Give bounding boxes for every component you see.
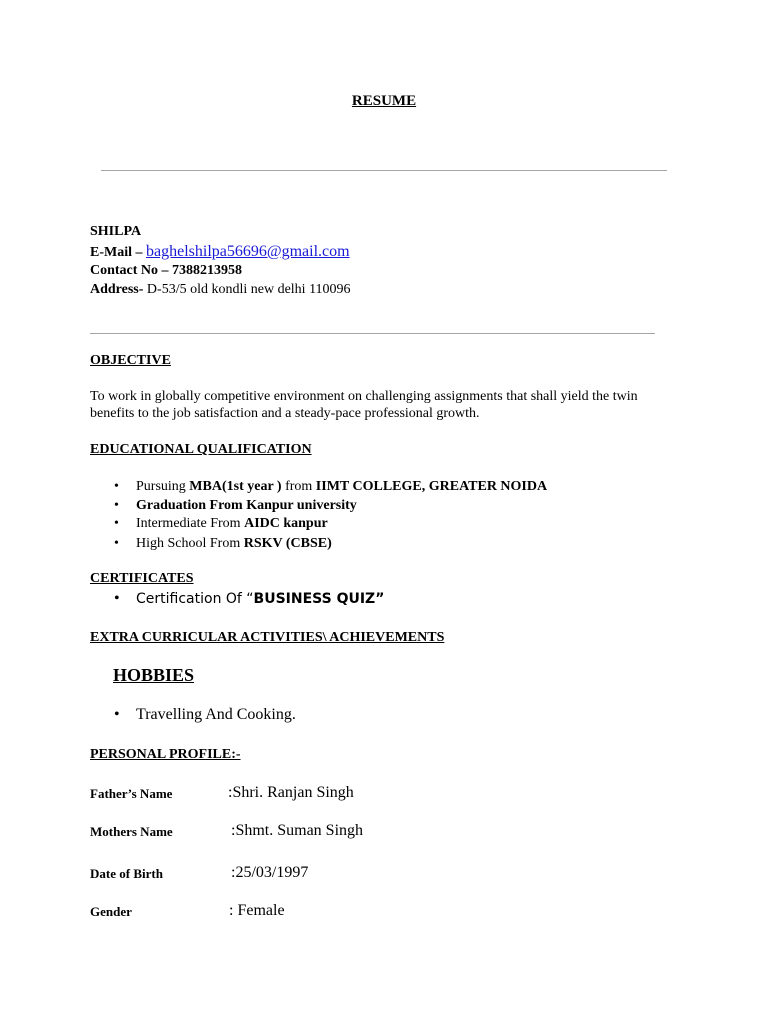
- mother-name-value: :Shmt. Suman Singh: [231, 822, 364, 839]
- father-name-label: Father’s Name: [90, 786, 173, 801]
- education-text: Pursuing: [136, 479, 190, 494]
- certificate-text: Certification Of “: [136, 591, 254, 607]
- certificate-title: BUSINESS QUIZ”: [253, 591, 385, 607]
- bullet: •: [114, 479, 119, 494]
- resume-title: RESUME: [351, 93, 417, 109]
- education-text: High School From: [136, 536, 244, 551]
- certificates-heading: CERTIFICATES: [90, 571, 194, 586]
- contact-divider: [90, 333, 655, 334]
- education-degree: MBA(1st year ): [189, 479, 282, 494]
- gender-value: : Female: [229, 902, 285, 919]
- education-institution: IIMT COLLEGE, GREATER NOIDA: [315, 479, 548, 494]
- email-line: [90, 243, 350, 261]
- objective-heading: OBJECTIVE: [90, 353, 171, 368]
- father-name-value: :Shri. Ranjan Singh: [228, 784, 354, 801]
- dob-value: :25/03/1997: [231, 864, 309, 881]
- contact-number: Contact No – 7388213958: [90, 263, 243, 278]
- education-heading: EDUCATIONAL QUALIFICATION: [90, 442, 312, 457]
- bullet: •: [114, 516, 119, 531]
- bullet: •: [114, 498, 119, 513]
- hobby-text: Travelling And Cooking.: [136, 706, 296, 723]
- address-value: D-53/5 old kondli new delhi 110096: [146, 282, 351, 297]
- education-institution: AIDC kanpur: [244, 516, 328, 531]
- dob-label: Date of Birth: [90, 866, 163, 881]
- address-label: Address-: [90, 282, 144, 297]
- education-text: Intermediate From: [136, 516, 245, 531]
- gender-label: Gender: [90, 904, 132, 919]
- bullet: •: [114, 536, 119, 551]
- objective-text: To work in globally competitive environment on challenging assignments that shall yield the twin benefits to the job satisfaction and a steady-pace professional growth.: [90, 389, 638, 421]
- candidate-name: SHILPA: [90, 224, 142, 239]
- education-institution: RSKV (CBSE): [243, 536, 332, 551]
- extra-curricular-heading: EXTRA CURRICULAR ACTIVITIES\ ACHIEVEMENTS: [90, 630, 445, 645]
- education-text: from: [281, 479, 316, 494]
- bullet: •: [114, 706, 120, 723]
- address-line: [90, 282, 351, 298]
- mother-name-label: Mothers Name: [90, 824, 173, 839]
- education-degree: Graduation From Kanpur university: [136, 498, 357, 513]
- email-label: E-Mail –: [90, 245, 143, 260]
- email-link[interactable]: baghelshilpa56696@gmail.com: [146, 243, 350, 260]
- top-divider: [101, 170, 667, 171]
- hobbies-heading: HOBBIES: [113, 665, 195, 685]
- personal-profile-heading: PERSONAL PROFILE:-: [90, 747, 241, 762]
- bullet: •: [114, 590, 120, 607]
